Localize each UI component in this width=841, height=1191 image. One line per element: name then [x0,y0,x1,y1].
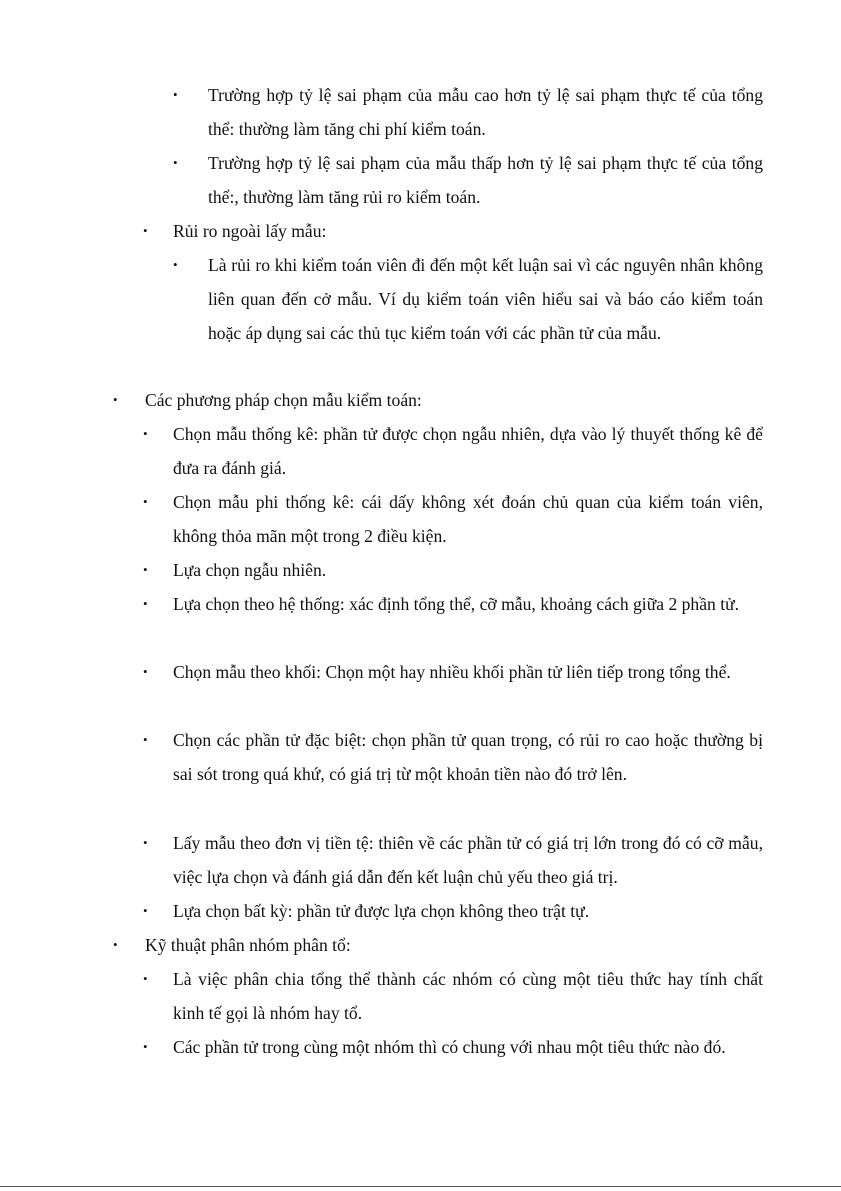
list-item-text: Là rủi ro khi kiểm toán viên đi đến một kết luận sai vì các nguyên nhân không liên quan đến cở mẫu. Ví dụ kiểm toán viên hiểu sai và báo cáo kiểm toán hoặc áp dụng sai các thủ tục kiểm toán với các phần tử của mẫu. [208,255,763,343]
list-item [143,894,763,928]
bullet: • [143,732,148,747]
list-item [173,146,763,214]
list-item [143,655,763,689]
bullet: • [143,971,148,986]
list-item [113,383,763,417]
list-item-text: Trường hợp tỷ lệ sai phạm của mẫu thấp hơn tỷ lệ sai phạm thực tế của tổng thể:, thường làm tăng rủi ro kiểm toán. [208,153,763,207]
list-item [143,826,763,894]
list-item-text: Lựa chọn theo hệ thống: xác định tổng thể, cỡ mẫu, khoảng cách giữa 2 phần tử. [173,594,740,614]
bullet: • [143,494,148,509]
bullet: • [143,664,148,679]
bullet: • [143,903,148,918]
list-item-text: Các phương pháp chọn mẫu kiểm toán: [145,390,422,410]
list-item-text: Trường hợp tỷ lệ sai phạm của mẫu cao hơn tỷ lệ sai phạm thực tế của tổng thể: thường làm tăng chi phí kiểm toán. [208,85,763,139]
list-item-text: Chọn mẫu phi thống kê: cái dấy không xét đoán chủ quan của kiểm toán viên, không thỏa mãn một trong 2 điều kiện. [173,492,763,546]
list-item-text: Lấy mẫu theo đơn vị tiền tệ: thiên về các phần tử có giá trị lớn trong đó có cỡ mẫu, việc lựa chọn và đánh giá dẫn đến kết luận chủ yếu theo giá trị. [173,833,763,887]
list-item-text: Chọn mẫu theo khối: Chọn một hay nhiều khối phần tử liên tiếp trong tổng thể. [173,662,731,682]
bullet: • [143,223,148,238]
list-item [143,214,763,248]
list-item [143,485,763,553]
list-item-text: Kỹ thuật phân nhóm phân tổ: [145,935,351,955]
list-item-text: Rủi ro ngoài lấy mẫu: [173,221,327,241]
bullet: • [143,835,148,850]
bullet: • [173,257,178,272]
list-item-text: Chọn các phần tử đặc biệt: chọn phần tử quan trọng, có rủi ro cao hoặc thường bị sai sót trong quá khứ, có giá trị từ một khoản tiền nào đó trở lên. [173,730,763,784]
list-item [143,1030,763,1064]
bullet: • [173,155,178,170]
bullet: • [173,87,178,102]
bullet: • [143,596,148,611]
list-item-text: Chọn mẫu thống kê: phần tử được chọn ngẫu nhiên, dựa vào lý thuyết thống kê để đưa ra đánh giá. [173,424,763,478]
list-item [143,587,763,621]
list-item [173,78,763,146]
bullet: • [113,937,118,952]
list-item [113,928,763,962]
list-item [143,723,763,791]
list-item-text: Các phần tử trong cùng một nhóm thì có chung với nhau một tiêu thức nào đó. [173,1037,726,1057]
list-item-text: Lựa chọn ngẫu nhiên. [173,560,327,580]
list-item [143,553,763,587]
page-bottom-rule [0,1186,841,1187]
bullet: • [113,392,118,407]
list-item-text: Là việc phân chia tổng thể thành các nhóm có cùng một tiêu thức hay tính chất kinh tế gọi là nhóm hay tổ. [173,969,763,1023]
bullet: • [143,1039,148,1054]
list-item [143,417,763,485]
bullet: • [143,426,148,441]
list-item-text: Lựa chọn bất kỳ: phần tử được lựa chọn không theo trật tự. [173,901,590,921]
bullet: • [143,562,148,577]
list-item [143,962,763,1030]
list-item [173,248,763,350]
